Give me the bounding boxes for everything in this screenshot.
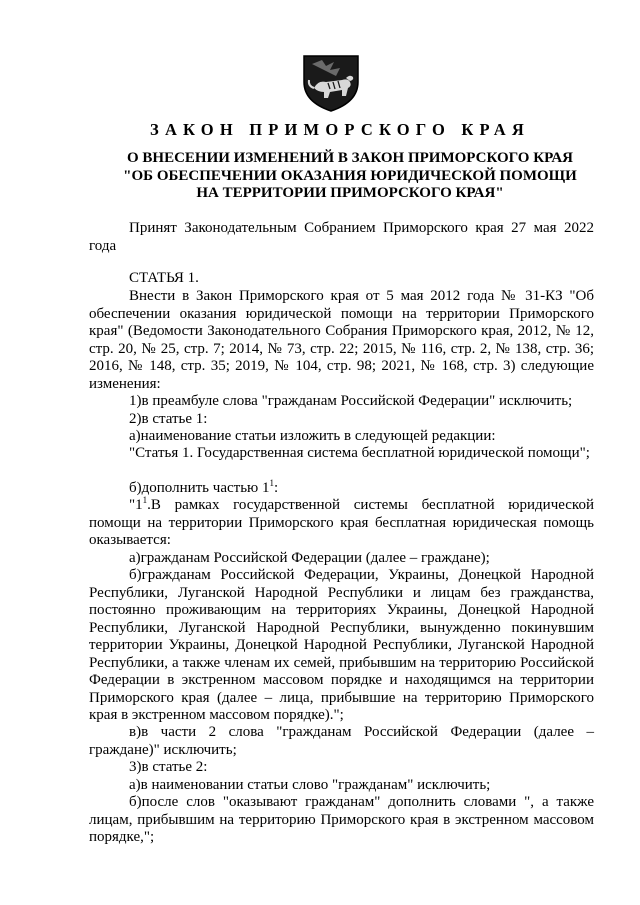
law-title: ЗАКОН ПРИМОРСКОГО КРАЯ xyxy=(150,120,530,139)
item-1: 1)в преамбуле слова "гражданам Российской Федерации" исключить; xyxy=(129,393,573,409)
item-3a: а)в наименовании статьи слово "гражданам" исключить; xyxy=(129,777,491,793)
sub-a: а)гражданам Российской Федерации (далее – граждане); xyxy=(129,550,490,566)
item-2b-suffix: : xyxy=(274,480,279,496)
subtitle-line: НА ТЕРРИТОРИИ ПРИМОРСКОГО КРАЯ" xyxy=(196,185,504,201)
item-3: 3)в статье 2: xyxy=(129,759,208,775)
item-2b-prefix: б)дополнить частью 1 xyxy=(129,480,270,496)
item-2: 2)в статье 1: xyxy=(129,411,208,427)
item-2v: в)в части 2 слова "гражданам Российской Федерации (далее – граждане)" исключить; xyxy=(89,724,594,758)
part-1-1-text: .В рамках государственной системы бесплатной юридической помощи на территории Приморского края бесплатная юридическая помощь оказывается: xyxy=(89,497,594,548)
item-2a: а)наименование статьи изложить в следующей редакции: xyxy=(129,428,496,444)
item-3b: б)после слов "оказывают гражданам" дополнить словами ", а также лицам, прибывшим на территорию Приморского края в экстренном массовом порядке,"; xyxy=(89,794,594,845)
item-2b-superscript: 1 xyxy=(269,478,274,488)
adoption-note: Принят Законодательным Собранием Приморского края 27 мая 2022 года xyxy=(89,220,594,254)
subtitle-line: "ОБ ОБЕСПЕЧЕНИИ ОКАЗАНИЯ ЮРИДИЧЕСКОЙ ПОМОЩИ xyxy=(123,167,577,184)
part-1-1 xyxy=(89,497,594,550)
subtitle-line: О ВНЕСЕНИИ ИЗМЕНЕНИЙ В ЗАКОН ПРИМОРСКОГО КРАЯ xyxy=(127,150,573,166)
primorsky-coat-of-arms-tiger-icon xyxy=(300,52,362,114)
part-1-1-superscript: 1 xyxy=(142,495,148,505)
sub-b: б)гражданам Российской Федерации, Украины, Донецкой Народной Республики, Луганской Народной Республики и лицам без гражданства, постоянно проживающим на территориях Украины, Донецкой Народной Республики, Луганской Народной Республики, вынужденно покинувшим территории Украины, Донецкой Народной Республики, Луганской Народной Республики, а также членам их семей, прибывшим на территорию Российской Федерации в экстренном массовом порядке и находящимся на территории Приморского края (далее – лица, прибывшие на территорию Приморского края в экстренном массовом порядке)."; xyxy=(89,567,594,723)
article-heading: СТАТЬЯ 1. xyxy=(129,270,199,286)
article-intro: Внести в Закон Приморского края от 5 мая 2012 года № 31-КЗ "Об обеспечении оказания юридической помощи на территории Приморского края" (Ведомости Законодательного Собрания Приморского края, 2012, № 12, стр. 20, № 25, стр. 7; 2014, № 73, стр. 22; 2015, № 116, стр. 2, № 138, стр. 36; 2016, № 148, стр. 35; 2019, № 104, стр. 98; 2021, № 168, стр. 3) следующие изменения: xyxy=(89,288,594,392)
part-1-1-prefix: "1 xyxy=(129,497,143,513)
item-2b xyxy=(129,480,278,498)
law-subtitle xyxy=(90,150,610,203)
item-2a-text: "Статья 1. Государственная система бесплатной юридической помощи"; xyxy=(129,445,590,461)
